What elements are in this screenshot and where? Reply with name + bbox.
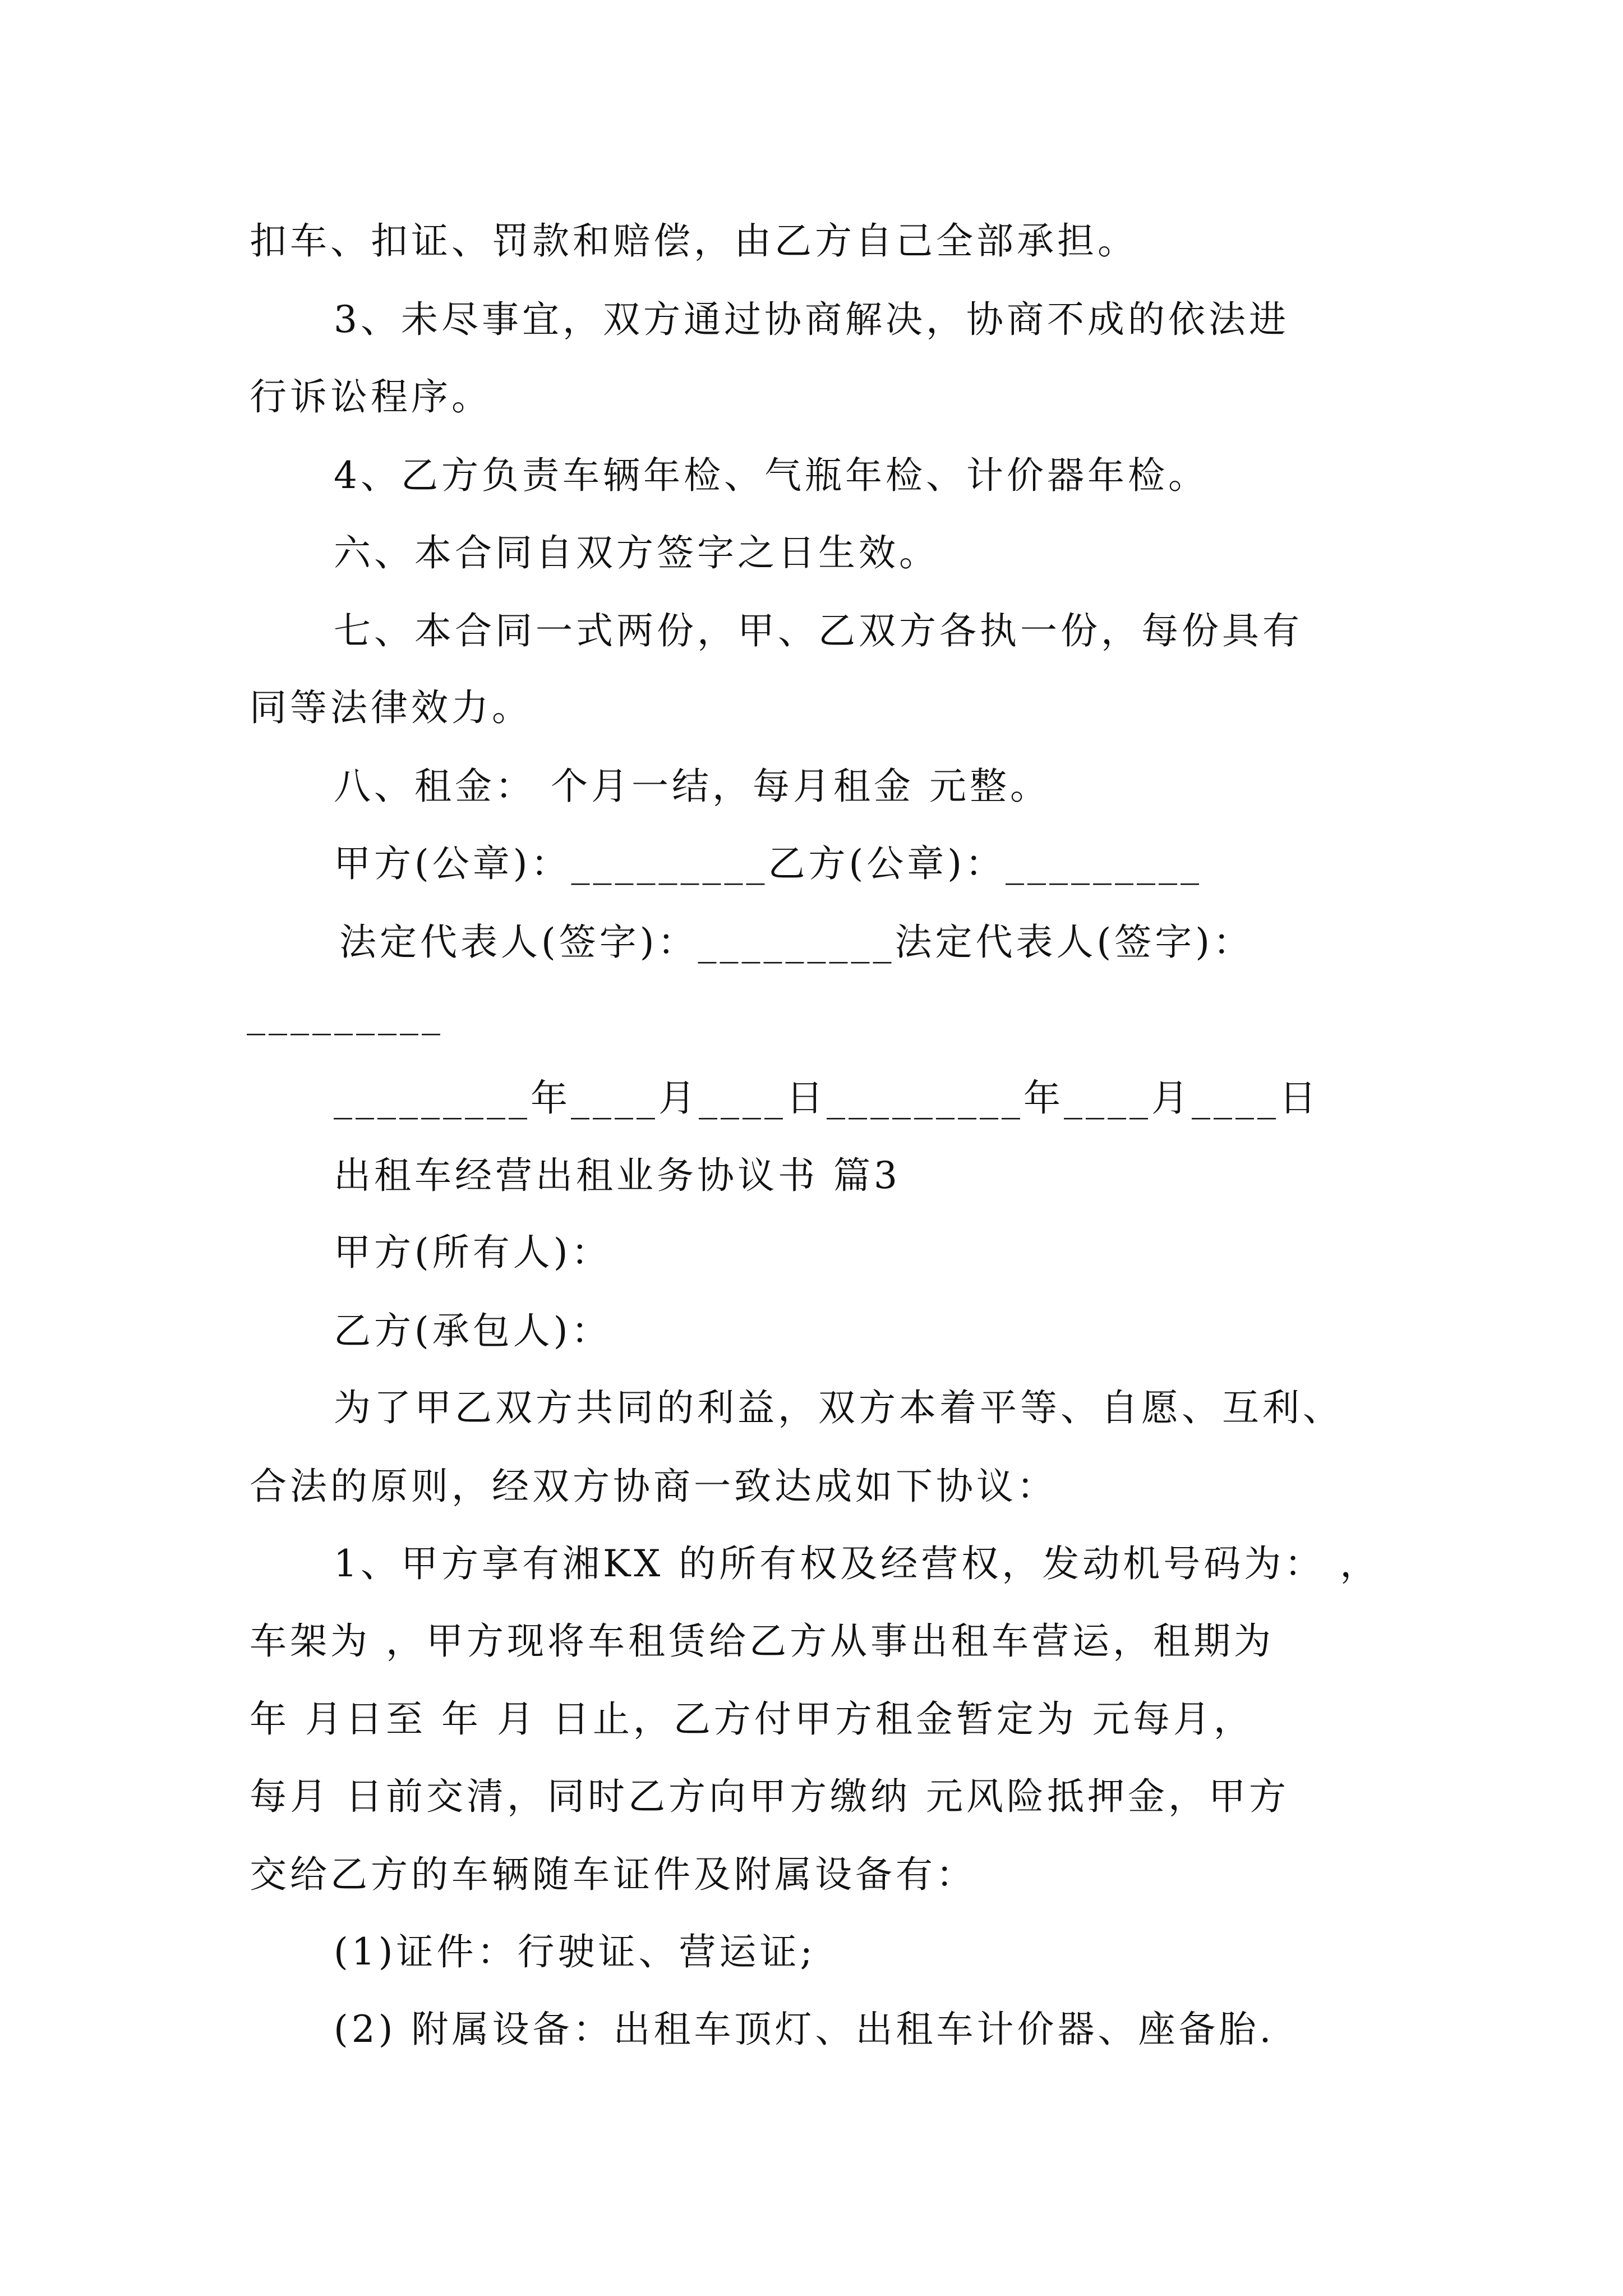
clause-4-line: 4、乙方负责车辆年检、气瓶年检、计价器年检。 [334,454,1209,497]
section-heading: 出租车经营出租业务协议书 篇3 [334,1154,901,1197]
text-line: 行诉讼程序。 [250,375,492,418]
date-line: _________年____月____日_________年____月____日 [334,1076,1320,1120]
section-7-line: 七、本合同一式两份，甲、乙双方各执一份，每份具有 [334,609,1303,652]
text-line: 扣车、扣证、罚款和赔偿，由乙方自己全部承担。 [250,219,1138,263]
text-line: 合法的原则，经双方协商一致达成如下协议： [250,1465,1057,1508]
item-2-line: (2) 附属设备：出租车顶灯、出租车计价器、座备胎. [334,2008,1275,2051]
text-line: 每月 日前交清，同时乙方向甲方缴纳 元风险抵押金，甲方 [250,1775,1289,1818]
signature-blank: _________ [247,992,444,1036]
section-6-line: 六、本合同自双方签字之日生效。 [334,531,939,574]
seal-line: 甲方(公章)：_________乙方(公章)：_________ [334,842,1202,885]
text-line: 同等法律效力。 [250,686,532,729]
party-a-line: 甲方(所有人)： [334,1231,612,1274]
text-line: 交给乙方的车辆随车证件及附属设备有： [250,1853,976,1896]
section-8-rent-line: 八、租金： 个月一结，每月租金 元整。 [334,765,1050,808]
party-b-line: 乙方(承包人)： [334,1309,612,1352]
item-1-line: (1)证件：行驶证、营运证; [334,1930,816,1973]
legal-rep-signature-line: 法定代表人(签字)：_________法定代表人(签字)： [339,921,1253,964]
text-line: 车架为 ，甲方现将车租赁给乙方从事出租车营运，租期为 [250,1619,1274,1663]
clause-1-line: 1、甲方享有湘KX 的所有权及经营权，发动机号码为： ， [334,1542,1381,1585]
preamble-line: 为了甲乙双方共同的利益，双方本着平等、自愿、互利、 [334,1386,1343,1429]
clause-3-line: 3、未尽事宜，双方通过协商解决，协商不成的依法进 [334,298,1289,341]
text-line: 年 月日至 年 月 日止，乙方付甲方租金暂定为 元每月， [250,1697,1254,1741]
